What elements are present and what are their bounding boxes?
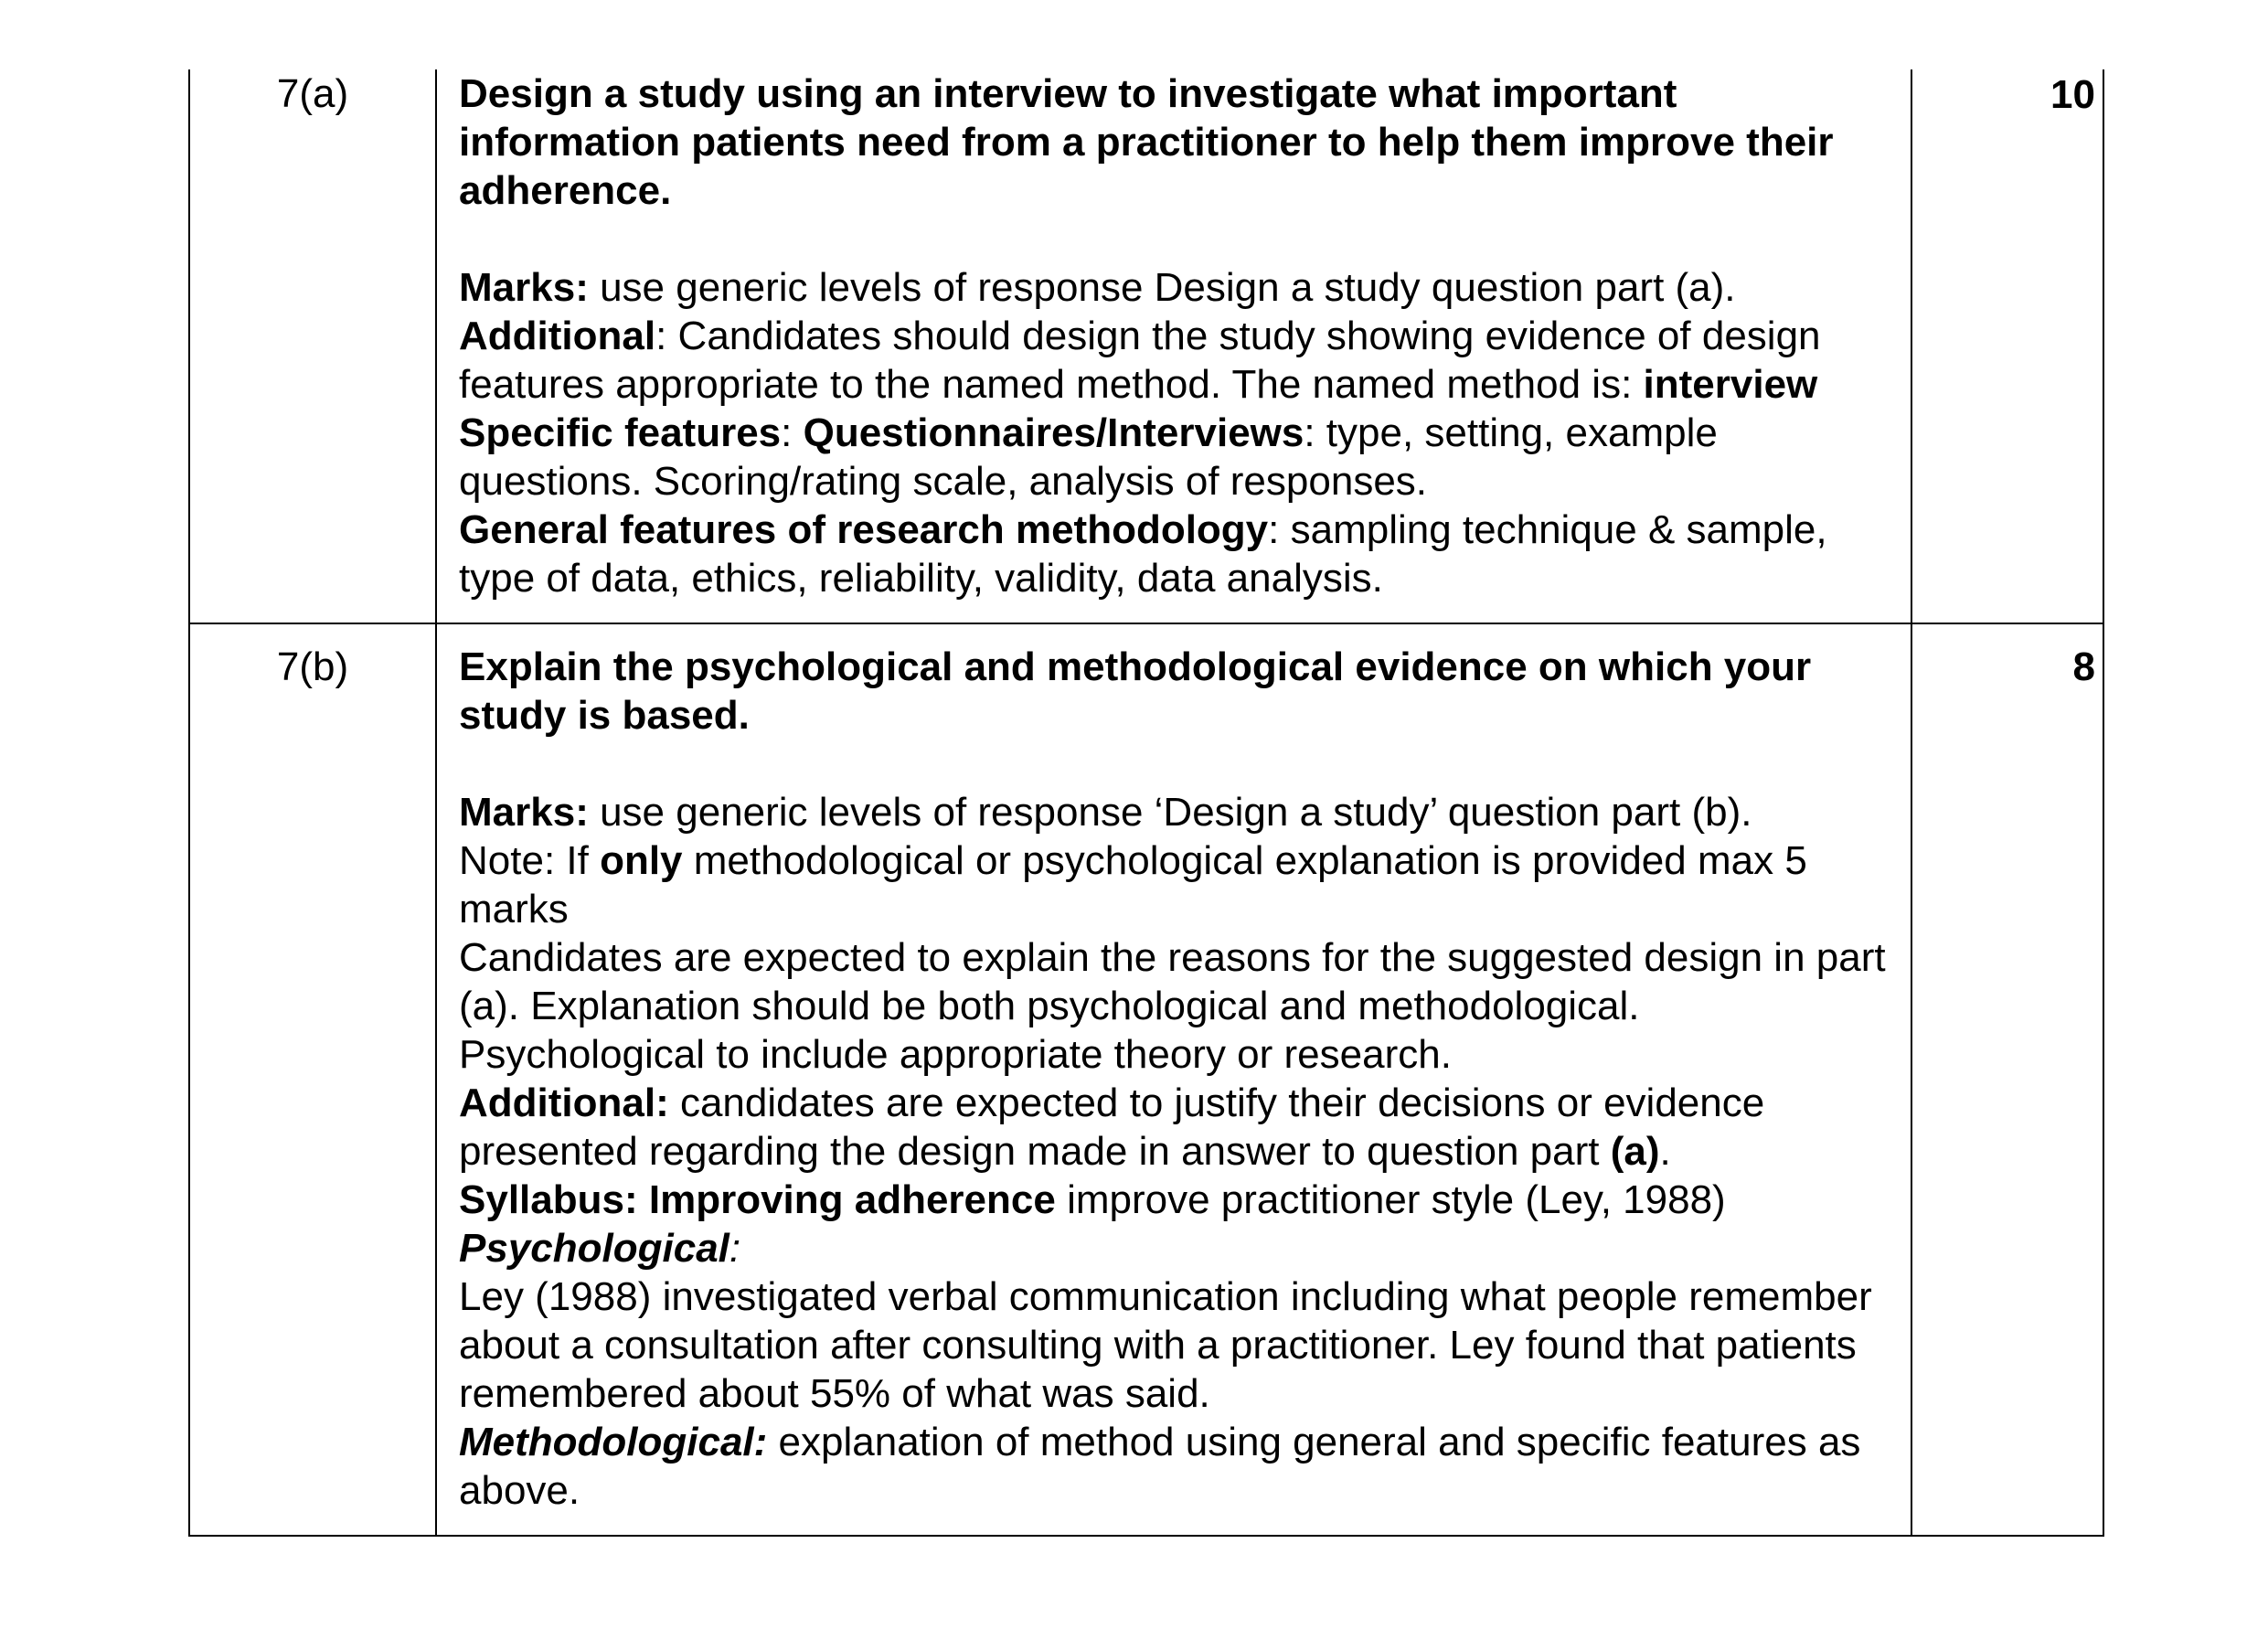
- note-bold: only: [600, 838, 683, 883]
- additional-text: : Candidates should design the study showing evidence of design features appropriate to the named method. The named method is:: [459, 314, 1821, 407]
- note-pre: Note: If: [459, 838, 601, 883]
- specific-text: : type, setting, example questions. Scoring/rating scale, analysis of responses.: [459, 410, 1718, 504]
- marks-guidance: [459, 263, 1889, 312]
- psychological-label: Psychological: [459, 1226, 729, 1271]
- table-row-7a: [189, 69, 2103, 623]
- marks-value: 10: [1911, 69, 2103, 623]
- marks-label: Marks:: [459, 265, 589, 310]
- question-text: Explain the psychological and methodological evidence on which your study is based.: [459, 644, 1812, 738]
- specific-features: [459, 409, 1889, 506]
- methodological-text: explanation of method using general and specific features as above.: [459, 1420, 1861, 1513]
- marks-label: Marks:: [459, 790, 589, 835]
- additional-label: Additional: [459, 314, 656, 358]
- methodological-line: [459, 1418, 1889, 1515]
- specific-sep: :: [781, 410, 804, 455]
- syllabus-label: Syllabus: Improving adherence: [459, 1177, 1056, 1222]
- psychological-text: Ley (1988) investigated verbal communication including what people remember about a consultation after consulting with a practitioner. Ley found that patients remembered about 55% of what was said.: [459, 1274, 1872, 1416]
- candidates-guidance: Candidates are expected to explain the reasons for the suggested design in part (a). Explanation should be both psychological and methodological. Psychological to include appropriate theory or research.: [459, 935, 1886, 1077]
- additional-text: candidates are expected to justify their decisions or evidence presented regarding the design made in answer to question part: [459, 1080, 1765, 1174]
- answer-cell: [436, 69, 1911, 623]
- note-post: methodological or psychological explanation is provided max 5 marks: [459, 838, 1807, 931]
- mark-scheme-table: [188, 69, 2104, 1537]
- syllabus-line: [459, 1176, 1889, 1224]
- question-text: Design a study using an interview to investigate what important information patients need from a practitioner to help them improve their adherence.: [459, 71, 1834, 213]
- table-row-7b: [189, 623, 2103, 1536]
- marks-value: 8: [1911, 623, 2103, 1536]
- marks-text: use generic levels of response ‘Design a study’ question part (b).: [588, 790, 1752, 835]
- answer-cell: [436, 623, 1911, 1536]
- syllabus-text: improve practitioner style (Ley, 1988): [1055, 1177, 1726, 1222]
- specific-sub-label: Questionnaires/Interviews: [803, 410, 1304, 455]
- additional-ref: (a): [1610, 1129, 1660, 1174]
- general-features: [459, 506, 1889, 602]
- methodological-label: Methodological: [459, 1420, 754, 1464]
- marks-guidance: [459, 788, 1889, 836]
- methodological-colon: :: [753, 1420, 768, 1464]
- additional-guidance: [459, 312, 1889, 409]
- note: [459, 836, 1889, 933]
- general-text: : sampling technique & sample, type of data, ethics, reliability, validity, data analysis.: [459, 507, 1827, 601]
- additional-end: .: [1659, 1129, 1671, 1174]
- general-label: General features of research methodology: [459, 507, 1269, 552]
- question-number: 7(a): [189, 69, 436, 623]
- method-name: interview: [1643, 362, 1818, 407]
- marks-text: use generic levels of response Design a study question part (a).: [588, 265, 1736, 310]
- additional-guidance: [459, 1079, 1889, 1176]
- psychological-heading: [459, 1224, 1889, 1272]
- specific-label: Specific features: [459, 410, 782, 455]
- additional-label: Additional:: [459, 1080, 669, 1125]
- question-number: 7(b): [189, 623, 436, 1536]
- psychological-colon: :: [729, 1226, 741, 1271]
